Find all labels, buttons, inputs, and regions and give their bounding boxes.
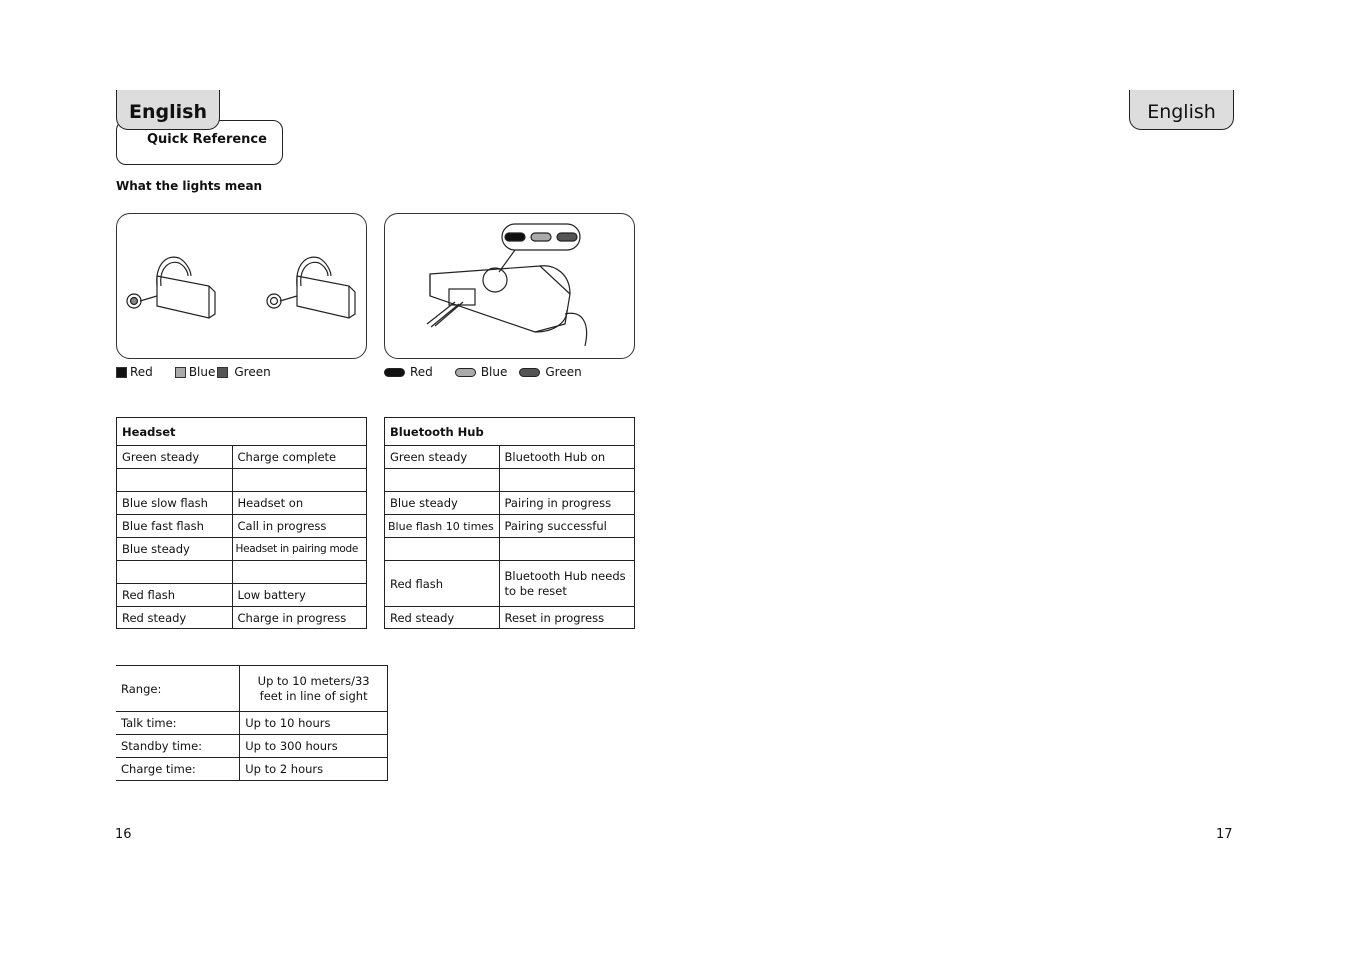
cell	[385, 469, 500, 492]
legend-blue-label: Blue	[480, 365, 508, 379]
cell	[232, 469, 367, 492]
table-row	[385, 607, 635, 629]
cell: Low battery	[232, 584, 367, 607]
specs-table	[116, 665, 388, 781]
table-row	[117, 538, 367, 561]
section-title: What the lights mean	[116, 179, 263, 193]
hub-table	[384, 417, 635, 629]
table-row	[117, 515, 367, 538]
table-row	[385, 469, 635, 492]
cell	[232, 561, 367, 584]
table-row	[385, 561, 635, 607]
table-row	[385, 538, 635, 561]
blue-swatch	[175, 367, 186, 378]
cell: Call in progress	[232, 515, 367, 538]
table-row	[116, 666, 388, 712]
cell: Charge time:	[116, 758, 240, 781]
cell: Headset in pairing mode	[232, 538, 367, 561]
cell: Charge in progress	[232, 607, 367, 629]
cell	[499, 538, 635, 561]
hub-drawing	[385, 214, 634, 358]
green-swatch	[217, 367, 228, 378]
cell: Range:	[116, 666, 240, 712]
legend-green-label: Green	[545, 365, 582, 379]
cell: Blue fast flash	[117, 515, 233, 538]
legend-green-label: Green	[234, 365, 271, 379]
cell: Up to 300 hours	[240, 735, 388, 758]
cell: Red steady	[385, 607, 500, 629]
table-row	[117, 584, 367, 607]
cell: Pairing successful	[499, 515, 635, 538]
table-row	[117, 561, 367, 584]
cell: Red flash	[385, 561, 500, 607]
legend-blue-label: Blue	[188, 365, 216, 379]
cell	[385, 538, 500, 561]
table-row	[116, 735, 388, 758]
cell: Up to 2 hours	[240, 758, 388, 781]
cell: Blue steady	[117, 538, 233, 561]
language-tab-left: English	[116, 90, 220, 130]
cell: Reset in progress	[499, 607, 635, 629]
headset-drawing	[117, 214, 366, 358]
table-row	[116, 712, 388, 735]
cell	[117, 469, 233, 492]
legend-red-label: Red	[410, 365, 433, 379]
table-row	[385, 492, 635, 515]
headset-illustration	[116, 213, 367, 359]
table-row	[116, 758, 388, 781]
hub-illustration	[384, 213, 635, 359]
table-row	[117, 607, 367, 629]
blue-pill	[455, 368, 476, 377]
cell: Bluetooth Hub on	[499, 446, 635, 469]
headset-table-title: Headset	[117, 418, 367, 446]
table-row	[385, 515, 635, 538]
legend-red-label: Red	[130, 365, 153, 379]
language-tab-right: English	[1129, 90, 1234, 130]
hub-legend	[384, 365, 582, 379]
table-row	[117, 469, 367, 492]
red-swatch	[116, 367, 127, 378]
page-number-right: 17	[1216, 827, 1233, 842]
cell: Talk time:	[116, 712, 240, 735]
cell	[117, 561, 233, 584]
cell: Blue slow flash	[117, 492, 233, 515]
page-number-left: 16	[115, 827, 132, 842]
cell: Blue flash 10 times	[385, 515, 500, 538]
quick-reference-label: Quick Reference	[116, 120, 283, 165]
cell: Standby time:	[116, 735, 240, 758]
cell: Red steady	[117, 607, 233, 629]
cell: Red flash	[117, 584, 233, 607]
red-pill	[384, 368, 405, 377]
hub-table-title: Bluetooth Hub	[385, 418, 635, 446]
cell: Headset on	[232, 492, 367, 515]
cell: Blue steady	[385, 492, 500, 515]
table-row	[117, 492, 367, 515]
cell: Charge complete	[232, 446, 367, 469]
table-row	[117, 446, 367, 469]
green-pill	[519, 368, 540, 377]
headset-table	[116, 417, 367, 629]
cell: Bluetooth Hub needs to be reset	[499, 561, 635, 607]
cell: Green steady	[117, 446, 233, 469]
cell: Up to 10 hours	[240, 712, 388, 735]
cell: Up to 10 meters/33 feet in line of sight	[240, 666, 388, 712]
cell: Pairing in progress	[499, 492, 635, 515]
table-row	[385, 446, 635, 469]
cell	[499, 469, 635, 492]
cell: Green steady	[385, 446, 500, 469]
headset-legend	[116, 365, 271, 379]
